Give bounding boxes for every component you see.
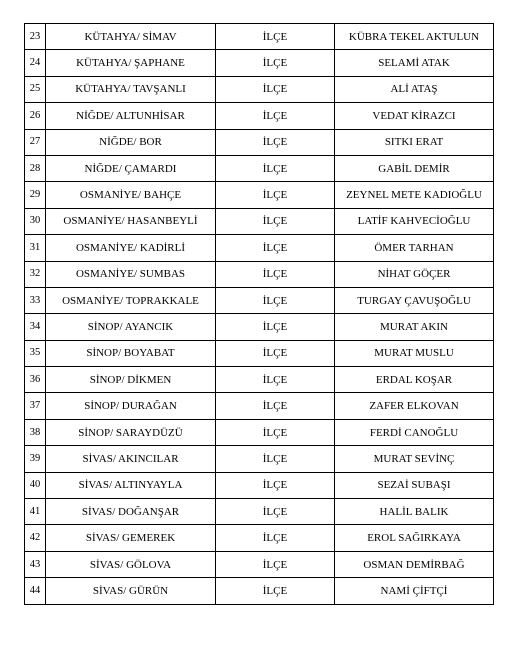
person-name-cell: ERDAL KOŞAR xyxy=(335,367,494,393)
table-row xyxy=(25,287,494,313)
level-cell: İLÇE xyxy=(216,24,335,50)
table-row xyxy=(25,208,494,234)
table-row xyxy=(25,182,494,208)
table-row xyxy=(25,129,494,155)
province-district-cell: SİVAS/ GÜRÜN xyxy=(46,578,216,604)
table-row xyxy=(25,103,494,129)
person-name-cell: NAMİ ÇİFTÇİ xyxy=(335,578,494,604)
province-district-cell: OSMANİYE/ BAHÇE xyxy=(46,182,216,208)
row-number: 33 xyxy=(25,287,46,313)
row-number: 27 xyxy=(25,129,46,155)
level-cell: İLÇE xyxy=(216,578,335,604)
level-cell: İLÇE xyxy=(216,261,335,287)
level-cell: İLÇE xyxy=(216,551,335,577)
level-cell: İLÇE xyxy=(216,287,335,313)
person-name-cell: ALİ ATAŞ xyxy=(335,76,494,102)
row-number: 23 xyxy=(25,24,46,50)
table-row xyxy=(25,367,494,393)
level-cell: İLÇE xyxy=(216,129,335,155)
table-row xyxy=(25,551,494,577)
province-district-cell: SİNOP/ BOYABAT xyxy=(46,340,216,366)
row-number: 35 xyxy=(25,340,46,366)
row-number: 25 xyxy=(25,76,46,102)
level-cell: İLÇE xyxy=(216,525,335,551)
province-district-cell: OSMANİYE/ TOPRAKKALE xyxy=(46,287,216,313)
level-cell: İLÇE xyxy=(216,393,335,419)
person-name-cell: ZAFER ELKOVAN xyxy=(335,393,494,419)
person-name-cell: HALİL BALIK xyxy=(335,499,494,525)
person-name-cell: ÖMER TARHAN xyxy=(335,235,494,261)
person-name-cell: NİHAT GÖÇER xyxy=(335,261,494,287)
province-district-cell: KÜTAHYA/ ŞAPHANE xyxy=(46,50,216,76)
row-number: 41 xyxy=(25,499,46,525)
person-name-cell: SITKI ERAT xyxy=(335,129,494,155)
province-district-cell: SİVAS/ DOĞANŞAR xyxy=(46,499,216,525)
person-name-cell: SELAMİ ATAK xyxy=(335,50,494,76)
province-district-cell: NİĞDE/ BOR xyxy=(46,129,216,155)
level-cell: İLÇE xyxy=(216,50,335,76)
table-row xyxy=(25,155,494,181)
person-name-cell: VEDAT KİRAZCI xyxy=(335,103,494,129)
table-row xyxy=(25,24,494,50)
person-name-cell: MURAT AKIN xyxy=(335,314,494,340)
table-row xyxy=(25,472,494,498)
province-district-cell: NİĞDE/ ALTUNHİSAR xyxy=(46,103,216,129)
table-row xyxy=(25,578,494,604)
level-cell: İLÇE xyxy=(216,367,335,393)
level-cell: İLÇE xyxy=(216,235,335,261)
level-cell: İLÇE xyxy=(216,103,335,129)
level-cell: İLÇE xyxy=(216,340,335,366)
table-row xyxy=(25,50,494,76)
row-number: 24 xyxy=(25,50,46,76)
row-number: 43 xyxy=(25,551,46,577)
row-number: 36 xyxy=(25,367,46,393)
table-row xyxy=(25,419,494,445)
level-cell: İLÇE xyxy=(216,446,335,472)
province-district-cell: SİNOP/ DURAĞAN xyxy=(46,393,216,419)
assignment-table xyxy=(24,23,494,605)
province-district-cell: NİĞDE/ ÇAMARDI xyxy=(46,155,216,181)
row-number: 28 xyxy=(25,155,46,181)
level-cell: İLÇE xyxy=(216,314,335,340)
row-number: 37 xyxy=(25,393,46,419)
row-number: 30 xyxy=(25,208,46,234)
row-number: 32 xyxy=(25,261,46,287)
table-row xyxy=(25,76,494,102)
province-district-cell: SİVAS/ GEMEREK xyxy=(46,525,216,551)
row-number: 31 xyxy=(25,235,46,261)
row-number: 39 xyxy=(25,446,46,472)
table-row xyxy=(25,314,494,340)
table-row xyxy=(25,499,494,525)
person-name-cell: GABİL DEMİR xyxy=(335,155,494,181)
row-number: 34 xyxy=(25,314,46,340)
row-number: 38 xyxy=(25,419,46,445)
row-number: 44 xyxy=(25,578,46,604)
province-district-cell: KÜTAHYA/ TAVŞANLI xyxy=(46,76,216,102)
person-name-cell: TURGAY ÇAVUŞOĞLU xyxy=(335,287,494,313)
person-name-cell: KÜBRA TEKEL AKTULUN xyxy=(335,24,494,50)
person-name-cell: MURAT MUSLU xyxy=(335,340,494,366)
province-district-cell: SİNOP/ SARAYDÜZÜ xyxy=(46,419,216,445)
person-name-cell: SEZAİ SUBAŞI xyxy=(335,472,494,498)
person-name-cell: MURAT SEVİNÇ xyxy=(335,446,494,472)
province-district-cell: SİNOP/ AYANCIK xyxy=(46,314,216,340)
province-district-cell: OSMANİYE/ HASANBEYLİ xyxy=(46,208,216,234)
level-cell: İLÇE xyxy=(216,76,335,102)
province-district-cell: KÜTAHYA/ SİMAV xyxy=(46,24,216,50)
row-number: 40 xyxy=(25,472,46,498)
table-row xyxy=(25,235,494,261)
province-district-cell: SİNOP/ DİKMEN xyxy=(46,367,216,393)
level-cell: İLÇE xyxy=(216,472,335,498)
table-row xyxy=(25,340,494,366)
province-district-cell: OSMANİYE/ SUMBAS xyxy=(46,261,216,287)
person-name-cell: ZEYNEL METE KADIOĞLU xyxy=(335,182,494,208)
row-number: 29 xyxy=(25,182,46,208)
table-body xyxy=(25,24,494,605)
level-cell: İLÇE xyxy=(216,419,335,445)
person-name-cell: EROL SAĞIRKAYA xyxy=(335,525,494,551)
level-cell: İLÇE xyxy=(216,155,335,181)
person-name-cell: OSMAN DEMİRBAĞ xyxy=(335,551,494,577)
table-row xyxy=(25,393,494,419)
row-number: 26 xyxy=(25,103,46,129)
level-cell: İLÇE xyxy=(216,499,335,525)
person-name-cell: LATİF KAHVECİOĞLU xyxy=(335,208,494,234)
province-district-cell: OSMANİYE/ KADİRLİ xyxy=(46,235,216,261)
province-district-cell: SİVAS/ ALTINYAYLA xyxy=(46,472,216,498)
person-name-cell: FERDİ CANOĞLU xyxy=(335,419,494,445)
level-cell: İLÇE xyxy=(216,182,335,208)
table-row xyxy=(25,446,494,472)
level-cell: İLÇE xyxy=(216,208,335,234)
province-district-cell: SİVAS/ GÖLOVA xyxy=(46,551,216,577)
table-row xyxy=(25,525,494,551)
row-number: 42 xyxy=(25,525,46,551)
province-district-cell: SİVAS/ AKINCILAR xyxy=(46,446,216,472)
table-row xyxy=(25,261,494,287)
